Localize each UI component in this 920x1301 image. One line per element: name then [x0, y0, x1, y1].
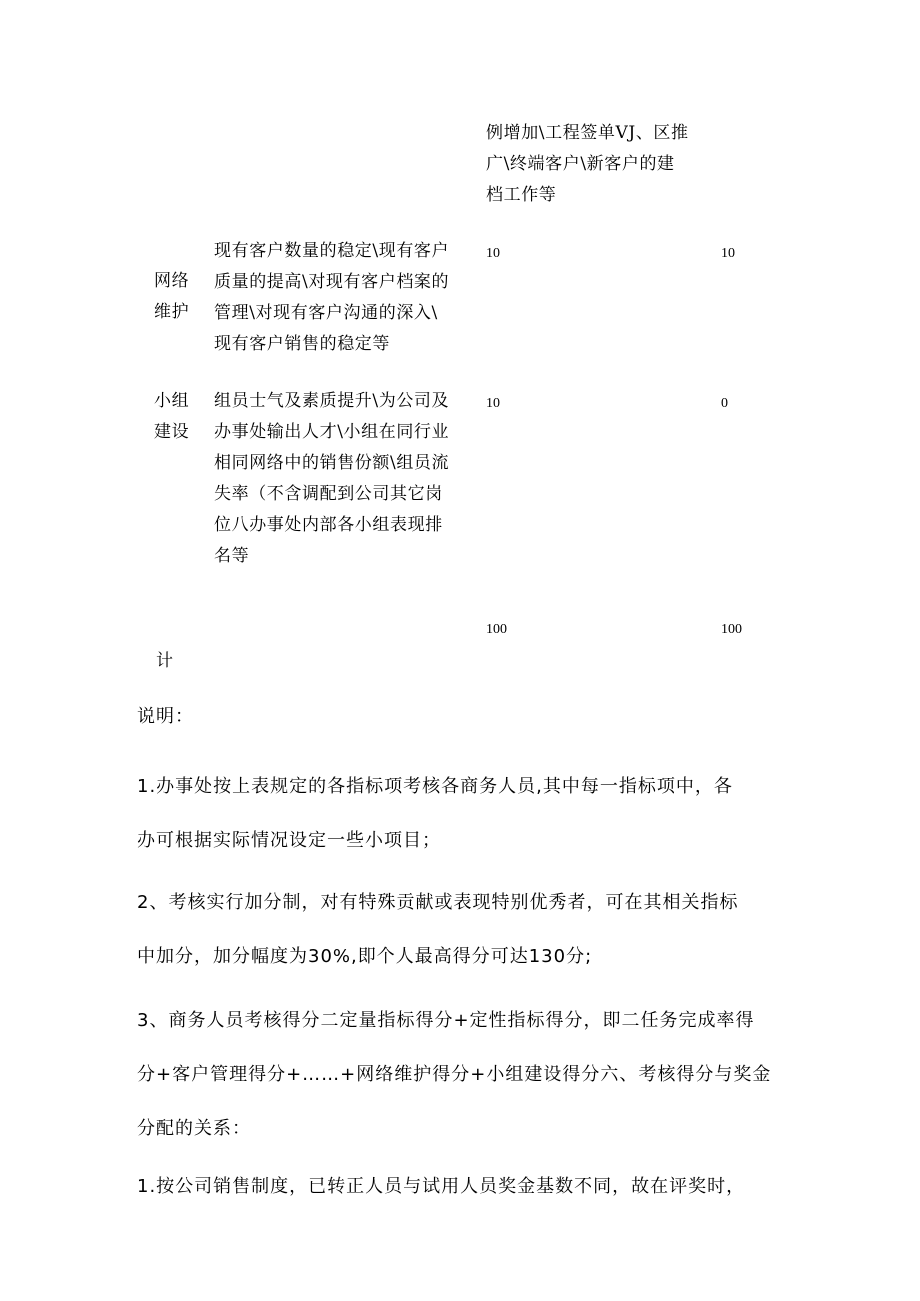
text-line: 分配的关系： — [137, 1118, 251, 1139]
row-network-maintenance-name — [154, 266, 189, 328]
total-score: 100 — [721, 622, 742, 637]
text-line: 名等 — [214, 546, 250, 566]
note-item-3 — [137, 994, 817, 1156]
text-line: 2、考核实行加分制，对有特殊贡献或表现特别优秀者，可在其相关指标 — [137, 892, 739, 913]
text-line: 例增加\工程签单VJ、区推 — [486, 123, 689, 143]
text-line: 维护 — [154, 302, 190, 322]
text-line: 1.按公司销售制度，已转正人员与试用人员奖金基数不同，故在评奖时， — [137, 1176, 746, 1197]
note-item-1 — [137, 760, 817, 868]
text-line: 质量的提高\对现有客户档案的 — [214, 272, 450, 292]
notes-heading: 说明： — [137, 706, 194, 727]
text-line: 办可根据实际情况设定一些小项目； — [137, 830, 441, 851]
text-line: 3、商务人员考核得分二定量指标得分+定性指标得分，即二任务完成率得 — [137, 1010, 755, 1031]
row-team-building-score: 0 — [721, 396, 728, 411]
total-label: 计 — [156, 651, 174, 671]
text-line: 办事处输出人才\小组在同行业 — [214, 422, 450, 442]
text-line: 失率（不含调配到公司其它岗 — [214, 484, 443, 504]
text-line: 相同网络中的销售份额\组员流 — [214, 453, 450, 473]
text-line: 档工作等 — [486, 185, 557, 205]
text-line: 现有客户销售的稳定等 — [214, 334, 390, 354]
text-line: 建设 — [154, 422, 190, 442]
row-network-maintenance-description — [214, 236, 479, 360]
continued-description-cell — [486, 118, 746, 211]
text-line: 小组 — [154, 391, 190, 411]
row-network-maintenance-score: 10 — [721, 246, 735, 261]
text-line: 网络 — [154, 271, 190, 291]
row-network-maintenance-weight: 10 — [486, 246, 500, 261]
text-line: 广\终端客户\新客户的建 — [486, 154, 675, 174]
row-team-building-weight: 10 — [486, 396, 500, 411]
text-line: 组员士气及素质提升\为公司及 — [214, 391, 450, 411]
text-line: 管理\对现有客户沟通的深入\ — [214, 303, 438, 323]
text-line: 现有客户数量的稳定\现有客户 — [214, 241, 450, 261]
total-weight: 100 — [486, 622, 507, 637]
text-line: 1.办事处按上表规定的各指标项考核各商务人员,其中每一指标项中，各 — [137, 776, 733, 797]
note-item-4 — [137, 1160, 817, 1214]
text-line: 中加分，加分幅度为30%,即个人最高得分可达130分; — [137, 946, 593, 967]
row-team-building-description — [214, 386, 479, 572]
text-line: 位八办事处内部各小组表现排 — [214, 515, 443, 535]
note-item-2 — [137, 876, 817, 984]
text-line: 分+客户管理得分+……+网络维护得分+小组建设得分六、考核得分与奖金 — [137, 1064, 772, 1085]
row-team-building-name — [154, 386, 189, 448]
